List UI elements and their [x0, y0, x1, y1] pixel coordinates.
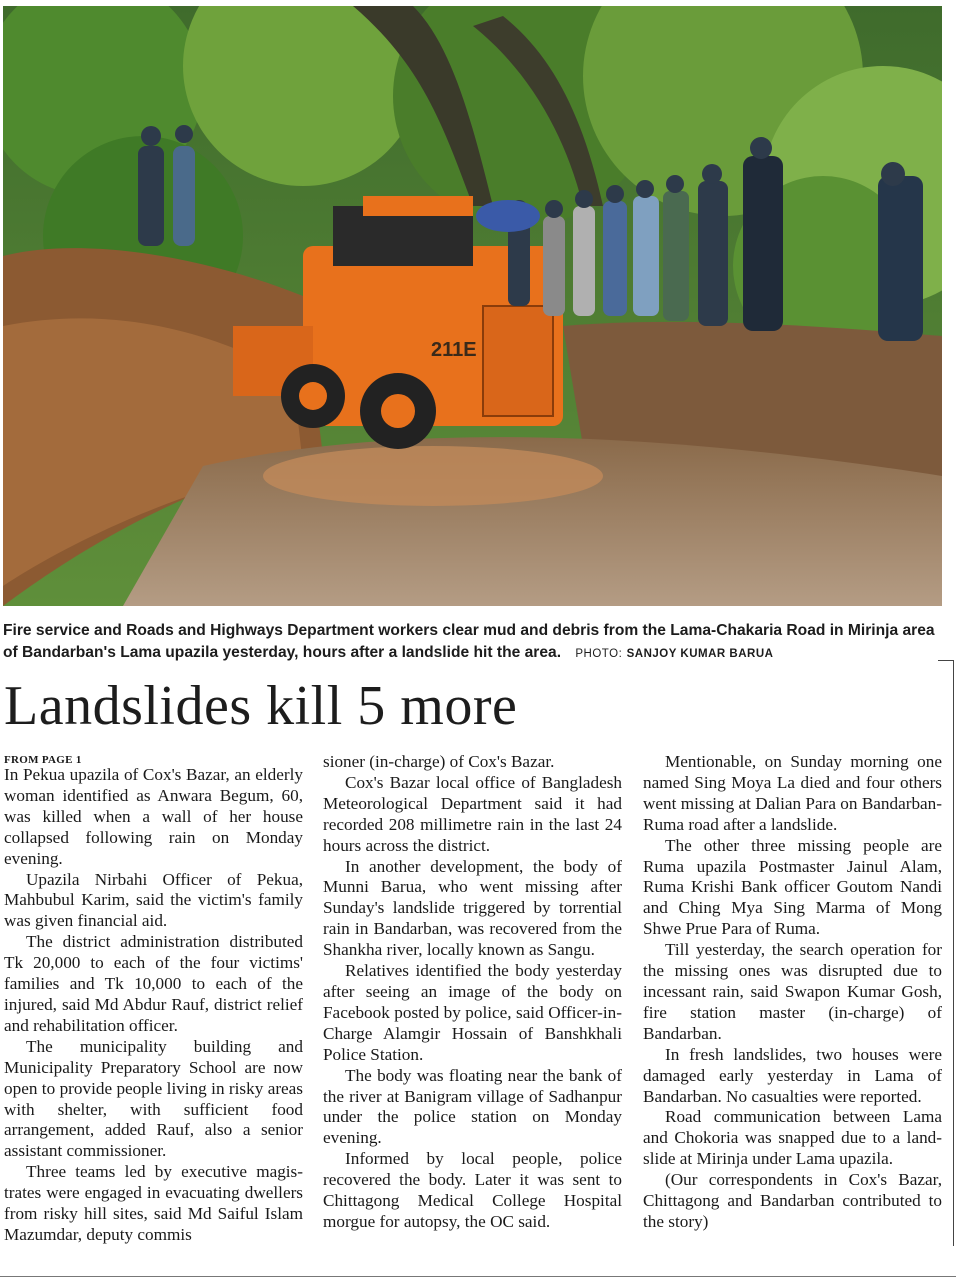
paragraph: Upazila Nirbahi Officer of Pekua, Mahbubul Karim, said the victim's family was given financial aid. — [4, 869, 303, 931]
paragraph: Relatives identified the body yesterday after seeing an image of the body on Facebook posted by police, said Officer-in-Charge Alamgir Hossain of Banshkhali Police Station. — [323, 961, 622, 1064]
photo-credit-label: PHOTO: — [575, 648, 623, 660]
photo-caption — [3, 620, 948, 665]
paragraph: The body was floating near the bank of the river at Banigram village of Sadhanpur under the police station on Monday evening. — [323, 1065, 622, 1148]
photo-credit-name: SANJOY KUMAR BARUA — [626, 648, 774, 660]
column-rule — [953, 660, 954, 1246]
paragraph: The other three missing people are Ruma upazila Postmaster Jainul Alam, Ruma Krishi Bank officer Goutom Nandi and Ching Mya Sing Marma of Mong Shwe Prue Para of Ruma. — [643, 835, 942, 939]
article-column-3 — [643, 752, 942, 1233]
paragraph: Road communication between Lama and Chokoria was snapped due to a landslide at Mirinja under Lama upazila. — [643, 1107, 942, 1169]
from-page-label: FROM PAGE 1 — [4, 754, 82, 766]
article-column-1 — [4, 752, 303, 1246]
vehicle-number: 211E — [431, 339, 477, 361]
column-rule-tick — [938, 660, 954, 661]
paragraph: Informed by local people, police recovered the body. Later it was sent to Chittagong Medical College Hospital morgue for autopsy, the OC said. — [323, 1149, 622, 1231]
paragraph: In Pekua upazila of Cox's Bazar, an elderly woman identified as Anwara Begum, 60, was killed when a wall of her house collapsed following rain on Monday evening. — [4, 765, 303, 868]
paragraph: The district administration distributed Tk 20,000 to each of the four victims' families and Tk 10,000 to each of the injured, said Md Abdur Rauf, district relief and rehabilitation officer. — [4, 932, 303, 1035]
landslide-photo-illustration — [3, 6, 942, 606]
paragraph: (Our correspondents in Cox's Bazar, Chittagong and Bandarban contributed to the story) — [643, 1170, 942, 1231]
paragraph: The municipality building and Municipality Preparatory School are now open to provide people living in risky areas with shelter, with sufficient food arrangement, added Rauf, also a senior assistant commissioner. — [4, 1036, 303, 1161]
paragraph: In another development, the body of Munni Barua, who went missing after Sunday's landslide triggered by torrential rain in Bandarban, was recovered from the Shankha river, locally known as Sangu. — [323, 856, 622, 960]
caption-text: Fire service and Roads and Highways Department workers clear mud and debris from the Lama-Chakaria Road in Mirinja area of Bandarban's Lama upazila yesterday, hours after a landslide hit the area. — [3, 622, 935, 661]
paragraph: sioner (in-charge) of Cox's Bazar. — [323, 752, 555, 771]
headline: Landslides kill 5 more — [4, 675, 518, 737]
paragraph: Till yesterday, the search operation for the missing ones was disrupted due to incessant rain, said Swapon Kumar Gosh, fire station master (in-charge) of Bandarban. — [643, 940, 942, 1043]
article-column-2 — [323, 752, 622, 1233]
bottom-rule — [0, 1276, 956, 1277]
paragraph: Mentionable, on Sunday morning one named Sing Moya La died and four others went missing at Dalian Para on Bandarban-Ruma road after a landslide. — [643, 752, 942, 834]
paragraph: Cox's Bazar local office of Bangladesh Meteorological Department said it had recorded 208 millimetre rain in the last 24 hours across the district. — [323, 772, 622, 855]
news-photo — [3, 6, 942, 606]
paragraph: In fresh landslides, two houses were damaged early yesterday in Lama of Bandarban. No casualties were reported. — [643, 1044, 942, 1106]
paragraph: Three teams led by executive magistrates were engaged in evacuating dwellers from risky hill sites, said Md Saiful Islam Mazumdar, deputy commis — [4, 1162, 303, 1244]
